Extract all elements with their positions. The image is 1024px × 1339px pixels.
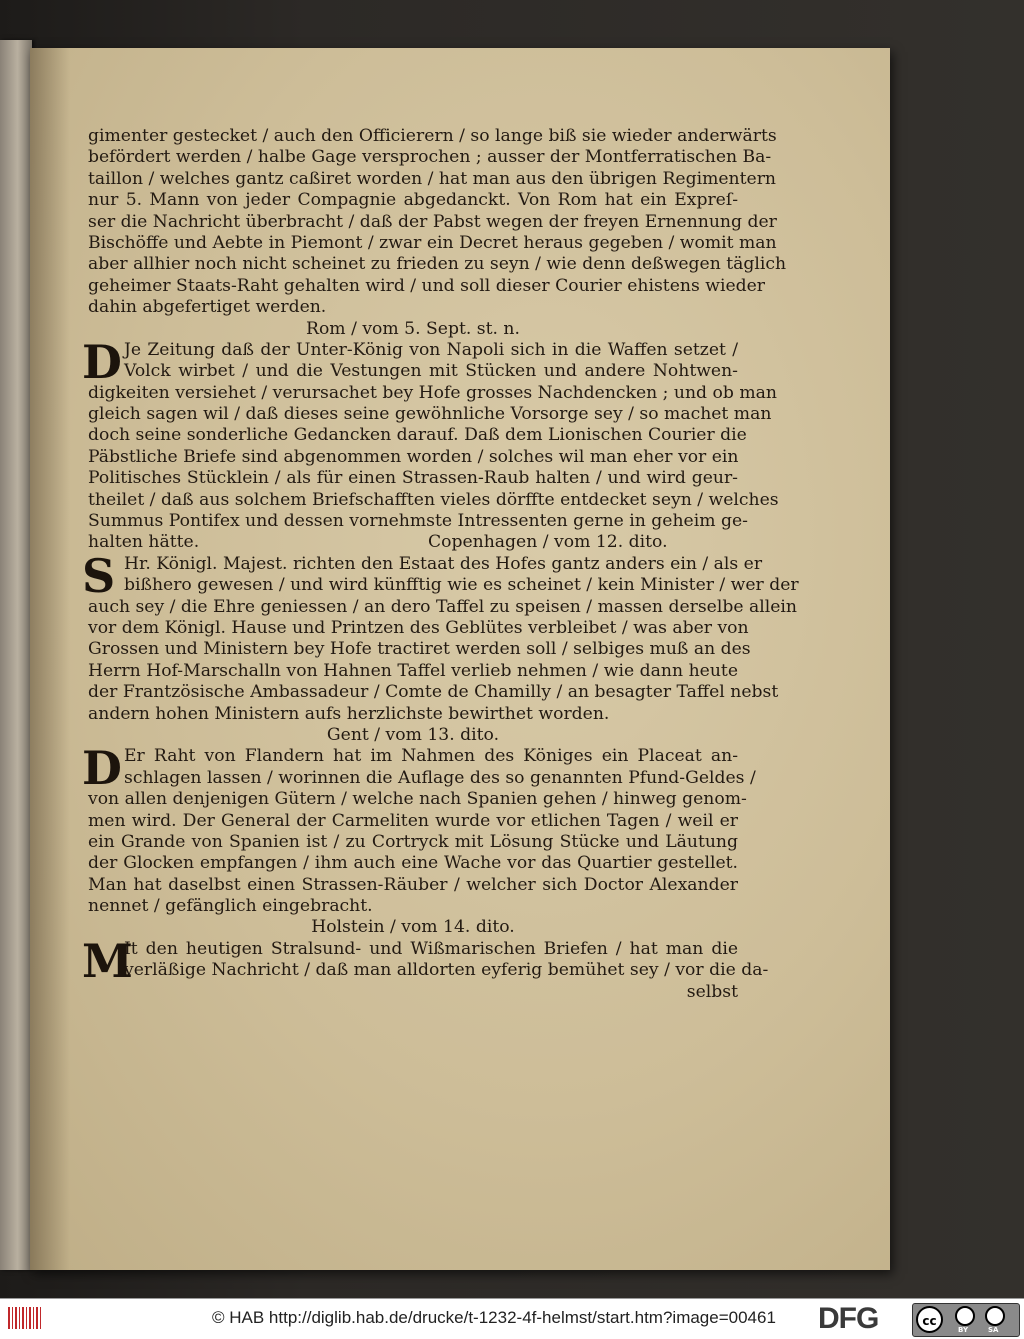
- text-line: vor dem Königl. Hause und Printzen des Geblütes verbleibet / was aber von: [88, 617, 749, 638]
- text-line: schlagen lassen / worinnen die Auflage des so genannten Pfund-Geldes /: [124, 767, 756, 788]
- license-sa-label: SA: [988, 1326, 999, 1334]
- text-line: verläßige Nachricht / daß man alldorten eyferig bemühet sey / vor die da-: [124, 960, 769, 981]
- text-line: Päbstliche Briefe sind abgenommen worden / solches wil man eher vor ein: [88, 446, 739, 467]
- sa-icon: [985, 1306, 1005, 1326]
- text-line: nennet / gefänglich eingebracht.: [88, 896, 373, 917]
- drop-cap: S: [82, 548, 116, 603]
- by-icon: [955, 1306, 975, 1326]
- text-line: befördert werden / halbe Gage versprochen ; ausser der Montferratischen Ba-: [88, 147, 772, 168]
- text-line: Volck wirbet / und die Vestungen mit Stücken und andere Nohtwen-: [124, 361, 738, 382]
- catchword: selbst: [686, 981, 738, 1002]
- text-line: gleich sagen wil / daß dieses seine gewöhnliche Vorsorge sey / so machet man: [88, 404, 772, 425]
- spine-shadow: [30, 48, 70, 1270]
- drop-cap: M: [82, 933, 133, 988]
- text-line: digkeiten versiehet / verursachet bey Hofe grosses Nachdencken ; und ob man: [88, 382, 777, 403]
- page-text: [82, 126, 799, 1003]
- text-line-body: Er Raht von Flandern hat im Nahmen des Königes ein Placeat an-: [124, 746, 738, 767]
- text-line: der Glocken empfangen / ihm auch eine Wache vor das Quartier gestellet.: [88, 853, 738, 874]
- text-line: aber allhier noch nicht scheinet zu frieden zu seyn / wie denn deßwegen täglich: [88, 254, 787, 275]
- dateline-heading: Copenhagen / vom 12. dito.: [428, 532, 668, 553]
- dateline-heading: Gent / vom 13. dito.: [326, 724, 500, 745]
- text-line: geheimer Staats-Raht gehalten wird / und soll dieser Courier ehistens wieder: [88, 275, 766, 296]
- text-line: ser die Nachricht überbracht / daß der Pabst wegen der freyen Ernennung der: [88, 211, 777, 232]
- dateline-heading: Holstein / vom 14. dito.: [311, 917, 515, 938]
- text-line: men wird. Der General der Carmeliten wurde vor etlichen Tagen / weil er: [88, 810, 738, 831]
- text-line: von allen denjenigen Gütern / welche nach Spanien gehen / hinweg genom-: [88, 789, 747, 810]
- drop-cap: D: [82, 334, 122, 389]
- text-line: Bischöffe und Aebte in Piemont / zwar ein Decret heraus gegeben / womit man: [88, 232, 777, 253]
- text-line: Grossen und Ministern bey Hofe tractiret werden soll / selbiges muß an des: [88, 639, 751, 660]
- text-line-body: It den heutigen Stralsund- und Wißmarischen Briefen / hat man die: [124, 938, 738, 959]
- text-line: bißhero gewesen / und wird künfftig wie es scheinet / kein Minister / wer der: [124, 575, 799, 596]
- text-line-body: Hr. Königl. Majest. richten den Estaat des Hofes gantz anders ein / als er: [124, 553, 763, 574]
- drop-cap: D: [82, 741, 122, 796]
- text-line: halten hätte.: [88, 532, 200, 553]
- text-line: Summus Pontifex und dessen vornehmste Intressenten gerne in geheim ge-: [88, 511, 748, 532]
- text-line: gimenter gestecket / auch den Officierern / so lange biß sie wieder anderwärts: [88, 126, 777, 146]
- source-credit-link[interactable]: © HAB http://diglib.hab.de/drucke/t-1232-4f-helmst/start.htm?image=00461: [212, 1308, 776, 1327]
- document-page: [30, 48, 890, 1270]
- text-line: taillon / welches gantz caßiret worden / hat man aus den übrigen Regimentern: [88, 168, 776, 189]
- text-line: doch seine sonderliche Gedancken darauf. Daß dem Lionischen Courier die: [88, 425, 747, 446]
- dateline-heading: Rom / vom 5. Sept. st. n.: [306, 318, 520, 339]
- text-line: Politisches Stücklein / als für einen Strassen-Raub halten / und wird geur-: [88, 468, 738, 489]
- text-line: theilet / daß aus solchem Briefschafften vieles dörffte entdecket seyn / welches: [88, 489, 779, 510]
- barcode-icon: [8, 1307, 42, 1329]
- text-line-body: Je Zeitung daß der Unter-König von Napoli sich in die Waffen setzet /: [124, 339, 738, 360]
- text-line: andern hohen Ministern aufs herzlichste bewirthet worden.: [88, 703, 610, 724]
- text-line: der Frantzösische Ambassadeur / Comte de Chamilly / an besagter Taffel nebst: [88, 682, 779, 703]
- text-line: auch sey / die Ehre geniessen / an dero Taffel zu speisen / massen derselbe allein: [88, 596, 797, 617]
- text-line: Herrn Hof-Marschalln von Hahnen Taffel verlieb nehmen / wie dann heute: [88, 660, 738, 681]
- viewer-footer: [0, 1298, 1024, 1339]
- text-line: dahin abgefertiget werden.: [88, 297, 327, 318]
- license-badge[interactable]: [912, 1303, 1020, 1337]
- text-line: nur 5. Mann von jeder Compagnie abgedanckt. Von Rom hat ein Expreſ-: [88, 190, 738, 211]
- cc-icon: cc: [916, 1306, 943, 1333]
- previous-page-edge: [0, 40, 32, 1270]
- text-line: ein Grande von Spanien ist / zu Cortryck mit Lösung Stücke und Läutung: [88, 831, 738, 852]
- dfg-logo: DFG: [818, 1302, 879, 1335]
- license-by-label: BY: [958, 1326, 969, 1334]
- text-line: Man hat daselbst einen Strassen-Räuber / welcher sich Doctor Alexander: [88, 874, 738, 895]
- text-line-with-dateline: [88, 532, 738, 553]
